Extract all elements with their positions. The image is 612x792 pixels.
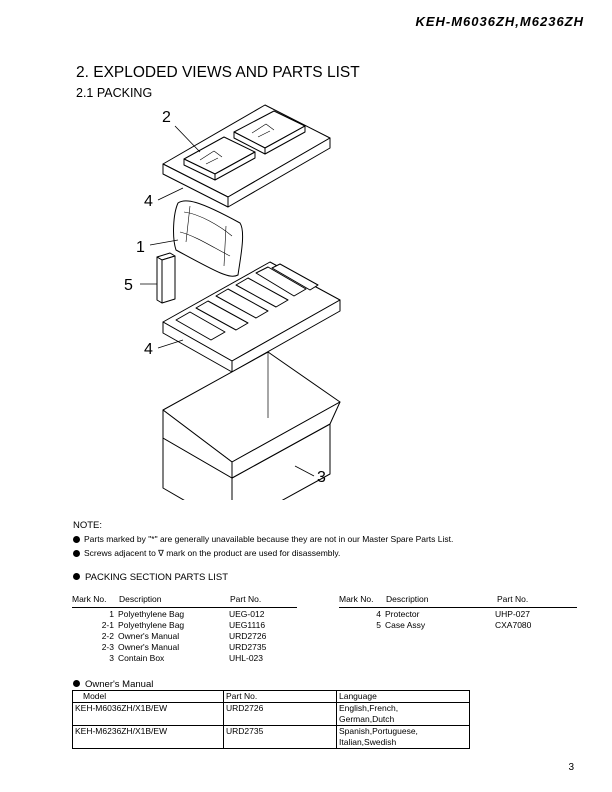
language-line: German,Dutch (339, 714, 395, 724)
callout-3: 3 (317, 469, 326, 486)
cell-mark-no: 5 (376, 620, 381, 630)
packing-parts-title (73, 572, 228, 583)
cell-description: Protector (385, 609, 420, 619)
language-line: Spanish,Portuguese, (339, 726, 418, 736)
note-item (73, 534, 453, 544)
cell-part-no: CXA7080 (495, 620, 532, 630)
bullet-icon (73, 536, 80, 543)
callout-1: 1 (136, 239, 145, 256)
header-mark-no-right: Mark No. (339, 594, 374, 604)
cell-mark-no: 2-2 (101, 631, 114, 641)
language-line: Italian,Swedish (339, 737, 397, 747)
cell-description: Contain Box (118, 653, 165, 663)
col-language: Language (337, 691, 470, 703)
cell-language (337, 703, 470, 726)
callout-2: 2 (162, 109, 171, 126)
note-item (73, 548, 340, 559)
table-row (0, 653, 612, 664)
table-row (73, 703, 470, 726)
callout-4-bottom: 4 (144, 341, 153, 358)
cell-model: KEH-M6036ZH/X1B/EW (73, 703, 224, 726)
note-title: NOTE: (73, 520, 103, 531)
owners-manual-title (73, 679, 153, 690)
header-part-no-right: Part No. (497, 594, 529, 604)
page-number: 3 (568, 762, 574, 773)
header-description: Description (119, 594, 162, 604)
section-title: 2. EXPLODED VIEWS AND PARTS LIST (76, 64, 360, 81)
contain-box (163, 352, 340, 500)
cell-mark-no: 1 (109, 609, 114, 619)
owners-manual-title-text: Owner's Manual (85, 679, 154, 690)
header-part-no: Part No. (230, 594, 262, 604)
cell-part-no: UEG1116 (229, 620, 266, 630)
cell-part-no: UEG-012 (229, 609, 265, 619)
callout-5: 5 (124, 277, 133, 294)
cell-part-no: URD2735 (229, 642, 267, 652)
header-rule (72, 607, 297, 608)
cell-description: Owner's Manual (118, 631, 180, 641)
note-text: Parts marked by "*" are generally unavailable because they are not in our Master Spare Parts List. (84, 534, 454, 544)
cell-mark-no: 4 (376, 609, 381, 619)
packing-exploded-diagram (0, 100, 612, 500)
table-row (0, 631, 612, 642)
cell-part-no: URD2726 (224, 703, 337, 726)
model-header: KEH-M6036ZH,M6236ZH (415, 14, 584, 29)
cell-description: Case Assy (385, 620, 426, 630)
bullet-icon (73, 550, 80, 557)
cell-description: Polyethylene Bag (118, 620, 185, 630)
cell-mark-no: 3 (109, 653, 114, 663)
header-rule-right (339, 607, 577, 608)
table-row (0, 620, 612, 631)
case-assy (157, 253, 175, 303)
bottom-protector (163, 262, 340, 372)
bullet-icon (73, 680, 80, 687)
cell-part-no: URD2726 (229, 631, 267, 641)
col-part-no: Part No. (224, 691, 337, 703)
col-model: Model (73, 691, 224, 703)
callout-4-top: 4 (144, 193, 153, 210)
header-mark-no: Mark No. (72, 594, 107, 604)
cell-mark-no: 2-1 (101, 620, 114, 630)
cell-model: KEH-M6236ZH/X1B/EW (73, 726, 224, 749)
top-protector (163, 105, 330, 207)
table-header-row (73, 691, 470, 703)
table-row (0, 609, 612, 620)
cell-description: Owner's Manual (118, 642, 180, 652)
cell-part-no: UHP-027 (495, 609, 530, 619)
cell-description: Polyethylene Bag (118, 609, 185, 619)
packing-parts-title-text: PACKING SECTION PARTS LIST (85, 572, 229, 583)
bullet-icon (73, 573, 80, 580)
owners-manual-table (72, 690, 470, 749)
cell-part-no: URD2735 (224, 726, 337, 749)
subsection-title: 2.1 PACKING (76, 86, 153, 100)
poly-bag (174, 201, 243, 276)
table-row (73, 726, 470, 749)
note-text: Screws adjacent to ∇ mark on the product are used for disassembly. (84, 548, 341, 558)
cell-part-no: UHL-023 (229, 653, 264, 663)
cell-mark-no: 2-3 (101, 642, 114, 652)
language-line: English,French, (339, 703, 399, 713)
table-row (0, 642, 612, 653)
header-description-right: Description (386, 594, 429, 604)
cell-language (337, 726, 470, 749)
